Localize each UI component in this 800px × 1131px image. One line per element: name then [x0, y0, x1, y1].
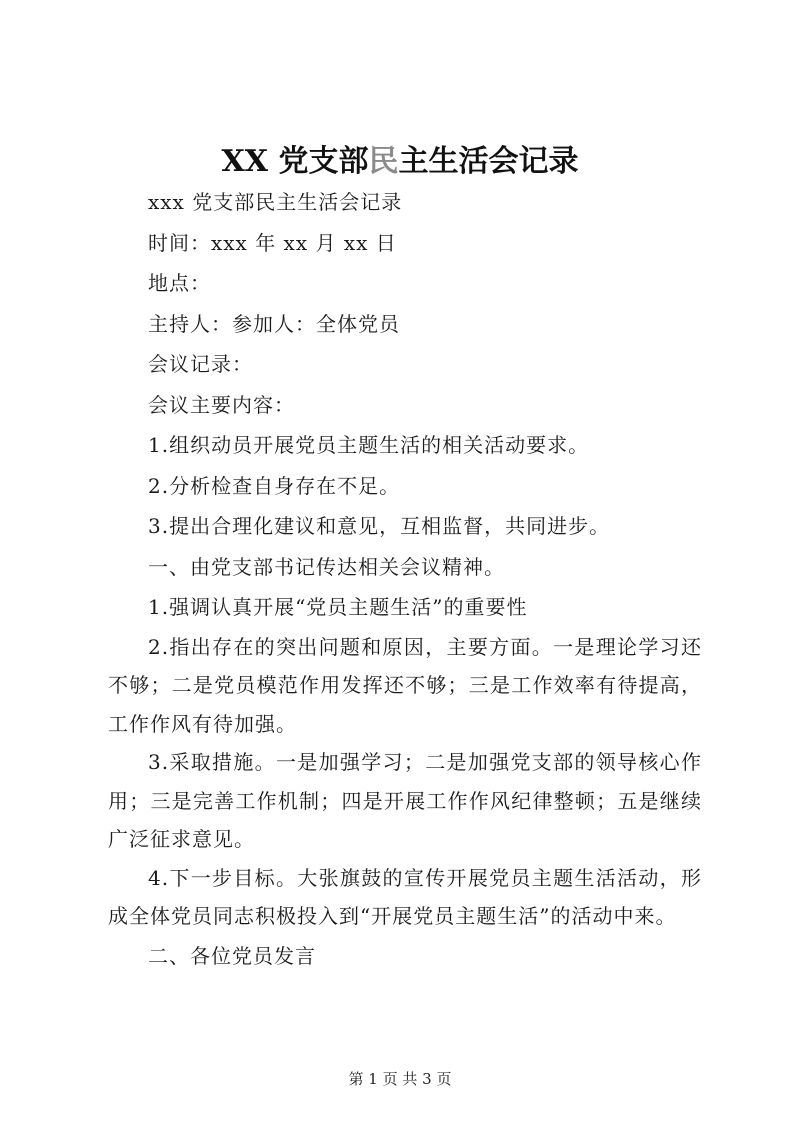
paragraph-section-1: 一、由党支部书记传达相关会议精神。	[148, 554, 505, 579]
paragraph-host: 主持人：参加人：全体党员	[148, 311, 400, 336]
paragraph-main-content: 会议主要内容：	[148, 392, 295, 417]
paragraph-item-1: 1.组织动员开展党员主题生活的相关活动要求。	[148, 433, 590, 457]
paragraph-time: 时间：xxx 年 xx 月 xx 日	[148, 230, 397, 255]
title-highlight: 民	[368, 144, 399, 179]
paragraph-section-1-item-3: 3.采取措施。一是加强学习；二是加强党支部的领导核心作用；三是完善工作机制；四是开展工作作风纪律整顿；五是继续广泛征求意见。	[108, 750, 702, 851]
paragraph-section-1-item-2: 2.指出存在的突出问题和原因，主要方面。一是理论学习还不够；二是党员模范作用发挥还不够；三是工作效率有待提高，工作作风有待加强。	[108, 634, 702, 736]
paragraph-subtitle: xxx 党支部民主生活会记录	[148, 190, 403, 214]
title-prefix: XX 党支部	[221, 144, 369, 179]
paragraph-section-1-item-1: 1.强调认真开展“党员主题生活”的重要性	[148, 595, 528, 619]
paragraph-item-3: 3.提出合理化建议和意见，互相监督，共同进步。	[148, 514, 611, 538]
paragraph-section-2: 二、各位党员发言	[148, 943, 316, 968]
page-footer: 第 1 页 共 3 页	[348, 1070, 452, 1088]
paragraph-location: 地点：	[148, 271, 211, 295]
paragraph-item-2: 2.分析检查自身存在不足。	[148, 473, 401, 498]
document-title	[0, 140, 800, 184]
paragraph-minutes: 会议记录：	[148, 352, 253, 376]
paragraph-section-1-item-4: 4.下一步目标。大张旗鼓的宣传开展党员主题生活活动，形成全体党员同志积极投入到“开展党员主题生活”的活动中来。	[108, 865, 702, 928]
document-body	[108, 182, 702, 976]
title-suffix: 主生活会记录	[398, 144, 579, 179]
